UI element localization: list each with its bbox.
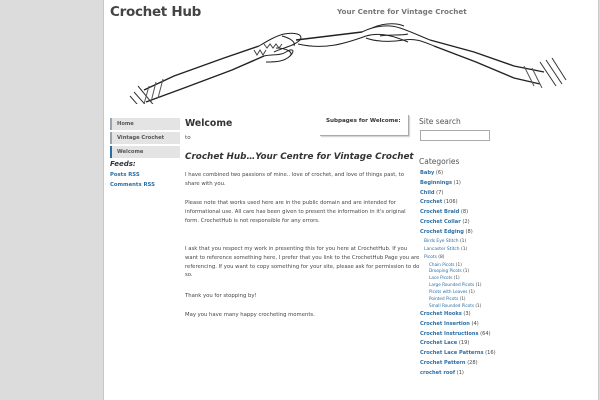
category-count: (1) [453,179,461,186]
category-count: (1) [456,369,464,376]
category-count: (2) [462,218,470,225]
category-link[interactable]: crochet roof [420,369,456,376]
category-item[interactable] [420,369,498,379]
site-search-heading: Site search [419,117,461,126]
category-count: (106) [443,199,458,206]
category-count: (8) [438,254,445,260]
category-item[interactable] [420,339,498,349]
category-link[interactable]: Picots [424,254,437,260]
category-link[interactable]: Large Rounded Picots [429,282,475,288]
category-count: (16) [485,350,496,357]
category-link[interactable]: Crochet Instructions [420,330,479,337]
category-count: (1) [459,238,467,244]
category-link[interactable]: Crochet Pattern [420,359,466,366]
category-item[interactable] [420,228,498,238]
category-item[interactable] [420,169,498,179]
headline: Crochet Hub…Your Centre for Vintage Crochet [185,152,414,162]
page [104,0,598,400]
site-title[interactable]: Crochet Hub [110,4,202,20]
category-item[interactable] [420,296,498,303]
category-count: (1) [468,289,475,295]
nav-item-home[interactable]: Home [110,118,180,130]
category-item[interactable] [420,275,498,282]
category-count: (3) [463,310,471,317]
category-link[interactable]: Lace Picots [429,275,453,281]
category-count: (6) [435,170,444,176]
category-item[interactable] [420,189,498,199]
category-item[interactable] [420,282,498,289]
category-item[interactable] [420,359,498,369]
category-link[interactable]: Small Rounded Picots [429,303,475,309]
category-count: (1) [461,246,468,252]
page-title: Welcome [185,118,233,129]
category-link[interactable]: Crochet [420,199,443,206]
category-item[interactable] [420,349,498,359]
category-link[interactable]: Crochet Edging [420,228,464,235]
category-link[interactable]: Crochet Collar [420,218,461,225]
category-link[interactable]: Chain Picots [429,261,455,267]
paragraph-closing: May you have many happy crocheting moments. [185,312,315,318]
nav-item-vintage-crochet[interactable]: Vintage Crochet [110,132,180,144]
category-link[interactable]: Crochet Hooks [420,310,462,317]
category-link[interactable]: Beginnings [420,179,453,186]
category-link[interactable]: Child [420,189,435,196]
subpages-title: Subpages for Welcome: [326,118,401,124]
category-count: (28) [467,359,478,366]
category-item[interactable] [420,303,498,310]
category-item[interactable] [420,218,498,228]
category-count: (8) [460,209,469,216]
subpages-box [320,115,409,136]
category-link[interactable]: Crochet Insertion [420,320,470,327]
paragraph-notice: Please note that works used here are in the public domain and are intended for informational use. All care has been given to present the information in it's original form. CrochetHub is not responsible for any errors. [185,200,406,224]
paragraph-intro: I have combined two passions of mine.. love of crochet, and love of things past, to share with you. [185,172,404,187]
paragraph-request: I ask that you respect my work in presenting this for you here at CrochetHub. If you want to reference something here, I prefer that you link to the CrochetHub Page you are referencing. If you want to copy something for your site, please ask for permission to do so. [185,246,420,279]
category-link[interactable]: Crochet Lace Patterns [420,350,484,357]
category-count: (1) [475,282,482,288]
category-count: (1) [463,268,470,274]
posts-rss-link[interactable]: Posts RSS [110,172,140,178]
category-item[interactable] [420,330,498,340]
category-link[interactable]: Picots with Leaves [429,289,468,295]
category-item[interactable] [420,246,498,254]
category-item[interactable] [420,268,498,275]
category-count: (8) [465,228,473,235]
category-item[interactable] [420,254,498,262]
feeds-heading: Feeds: [110,160,136,168]
page-nav [110,118,180,160]
category-item[interactable] [420,179,498,189]
category-link[interactable]: Birds Eye Stitch [424,238,459,244]
category-count: (1) [475,303,482,309]
category-count: (64) [480,330,491,337]
category-count: (7) [436,189,444,196]
category-item[interactable] [420,208,498,218]
category-count: (1) [455,261,462,267]
category-link[interactable]: Drooping Picots [429,268,462,274]
search-input[interactable] [420,130,490,141]
category-item[interactable] [420,198,498,208]
category-item[interactable] [420,310,498,320]
category-count: (4) [471,320,479,327]
category-link[interactable]: Crochet Braid [420,209,460,216]
category-item[interactable] [420,262,498,269]
nav-item-welcome[interactable]: Welcome [110,146,180,158]
category-item[interactable] [420,320,498,330]
category-count: (1) [459,296,466,302]
category-item[interactable] [420,289,498,296]
hands-with-crochet-hook-illustration [104,22,598,104]
category-count: (1) [453,275,460,281]
category-count: (19) [458,340,470,347]
categories-heading: Categories [419,157,460,166]
category-item[interactable] [420,238,498,246]
category-link[interactable]: Pointed Picots [429,296,459,302]
category-link[interactable]: Crochet Lace [420,340,458,347]
comments-rss-link[interactable]: Comments RSS [110,182,155,188]
category-link[interactable]: Lancaster Stitch [424,246,460,252]
site-tagline: Your Centre for Vintage Crochet [337,7,467,16]
intro-to-text: to [185,135,191,141]
paragraph-thanks: Thank you for stopping by! [185,293,257,299]
categories-list [420,169,498,379]
category-link[interactable]: Baby [420,170,435,176]
